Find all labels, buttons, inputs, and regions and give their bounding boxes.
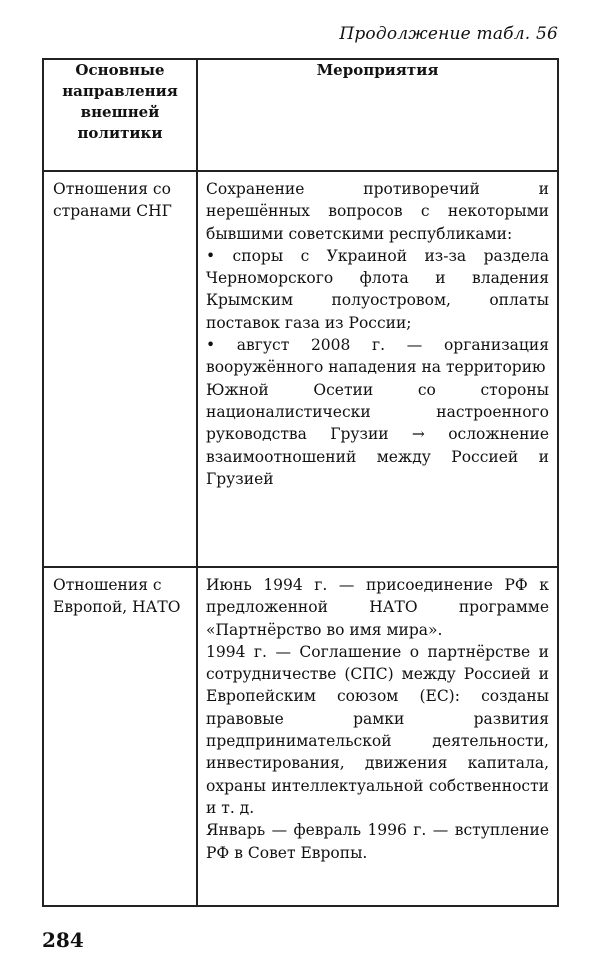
measure-paragraph: Июнь 1994 г. — присоединение РФ к предложенной НАТО программе «Партнёрство во имя мира».	[206, 576, 549, 639]
page-number: 284	[42, 928, 84, 952]
measure-paragraph: 1994 г. — Соглашение о партнёрстве и сотрудничестве (СПС) между Россией и Европейским союзом (ЕС): созданы правовые рамки развития предпринимательской деятельности, инвестирования, движения капитала, охраны интеллектуальной собственности и т. д.	[206, 642, 549, 817]
measure-paragraph: Январь — февраль 1996 г. — вступление РФ в Совет Европы.	[206, 821, 549, 862]
measure-paragraph: • август 2008 г. — организация вооружённого нападения на территорию	[206, 336, 549, 377]
direction-cell: Отношения со странами СНГ	[43, 171, 197, 567]
column-header-directions: Основные направления внешней политики	[43, 59, 197, 171]
policy-table	[42, 58, 559, 907]
measures-cell	[197, 567, 558, 906]
table-header-row	[43, 59, 558, 171]
measures-cell	[197, 171, 558, 567]
measure-paragraph: • споры с Украиной из-за раздела Черноморского флота и владения Крымским полуостровом, оплаты поставок газа из России;	[206, 246, 549, 332]
direction-cell: Отношения с Европой, НАТО	[43, 567, 197, 906]
measure-paragraph: Южной Осетии со стороны националистически настроенного руководства Грузии → осложнение взаимоотношений между Россией и Грузией	[206, 380, 549, 488]
table-row	[43, 567, 558, 906]
column-header-measures: Мероприятия	[197, 59, 558, 171]
table-continuation-caption: Продолжение табл. 56	[339, 24, 558, 44]
measure-paragraph: Сохранение противоречий и нерешённых вопросов с некоторыми бывшими советскими республиками:	[206, 180, 549, 243]
table-row	[43, 171, 558, 567]
